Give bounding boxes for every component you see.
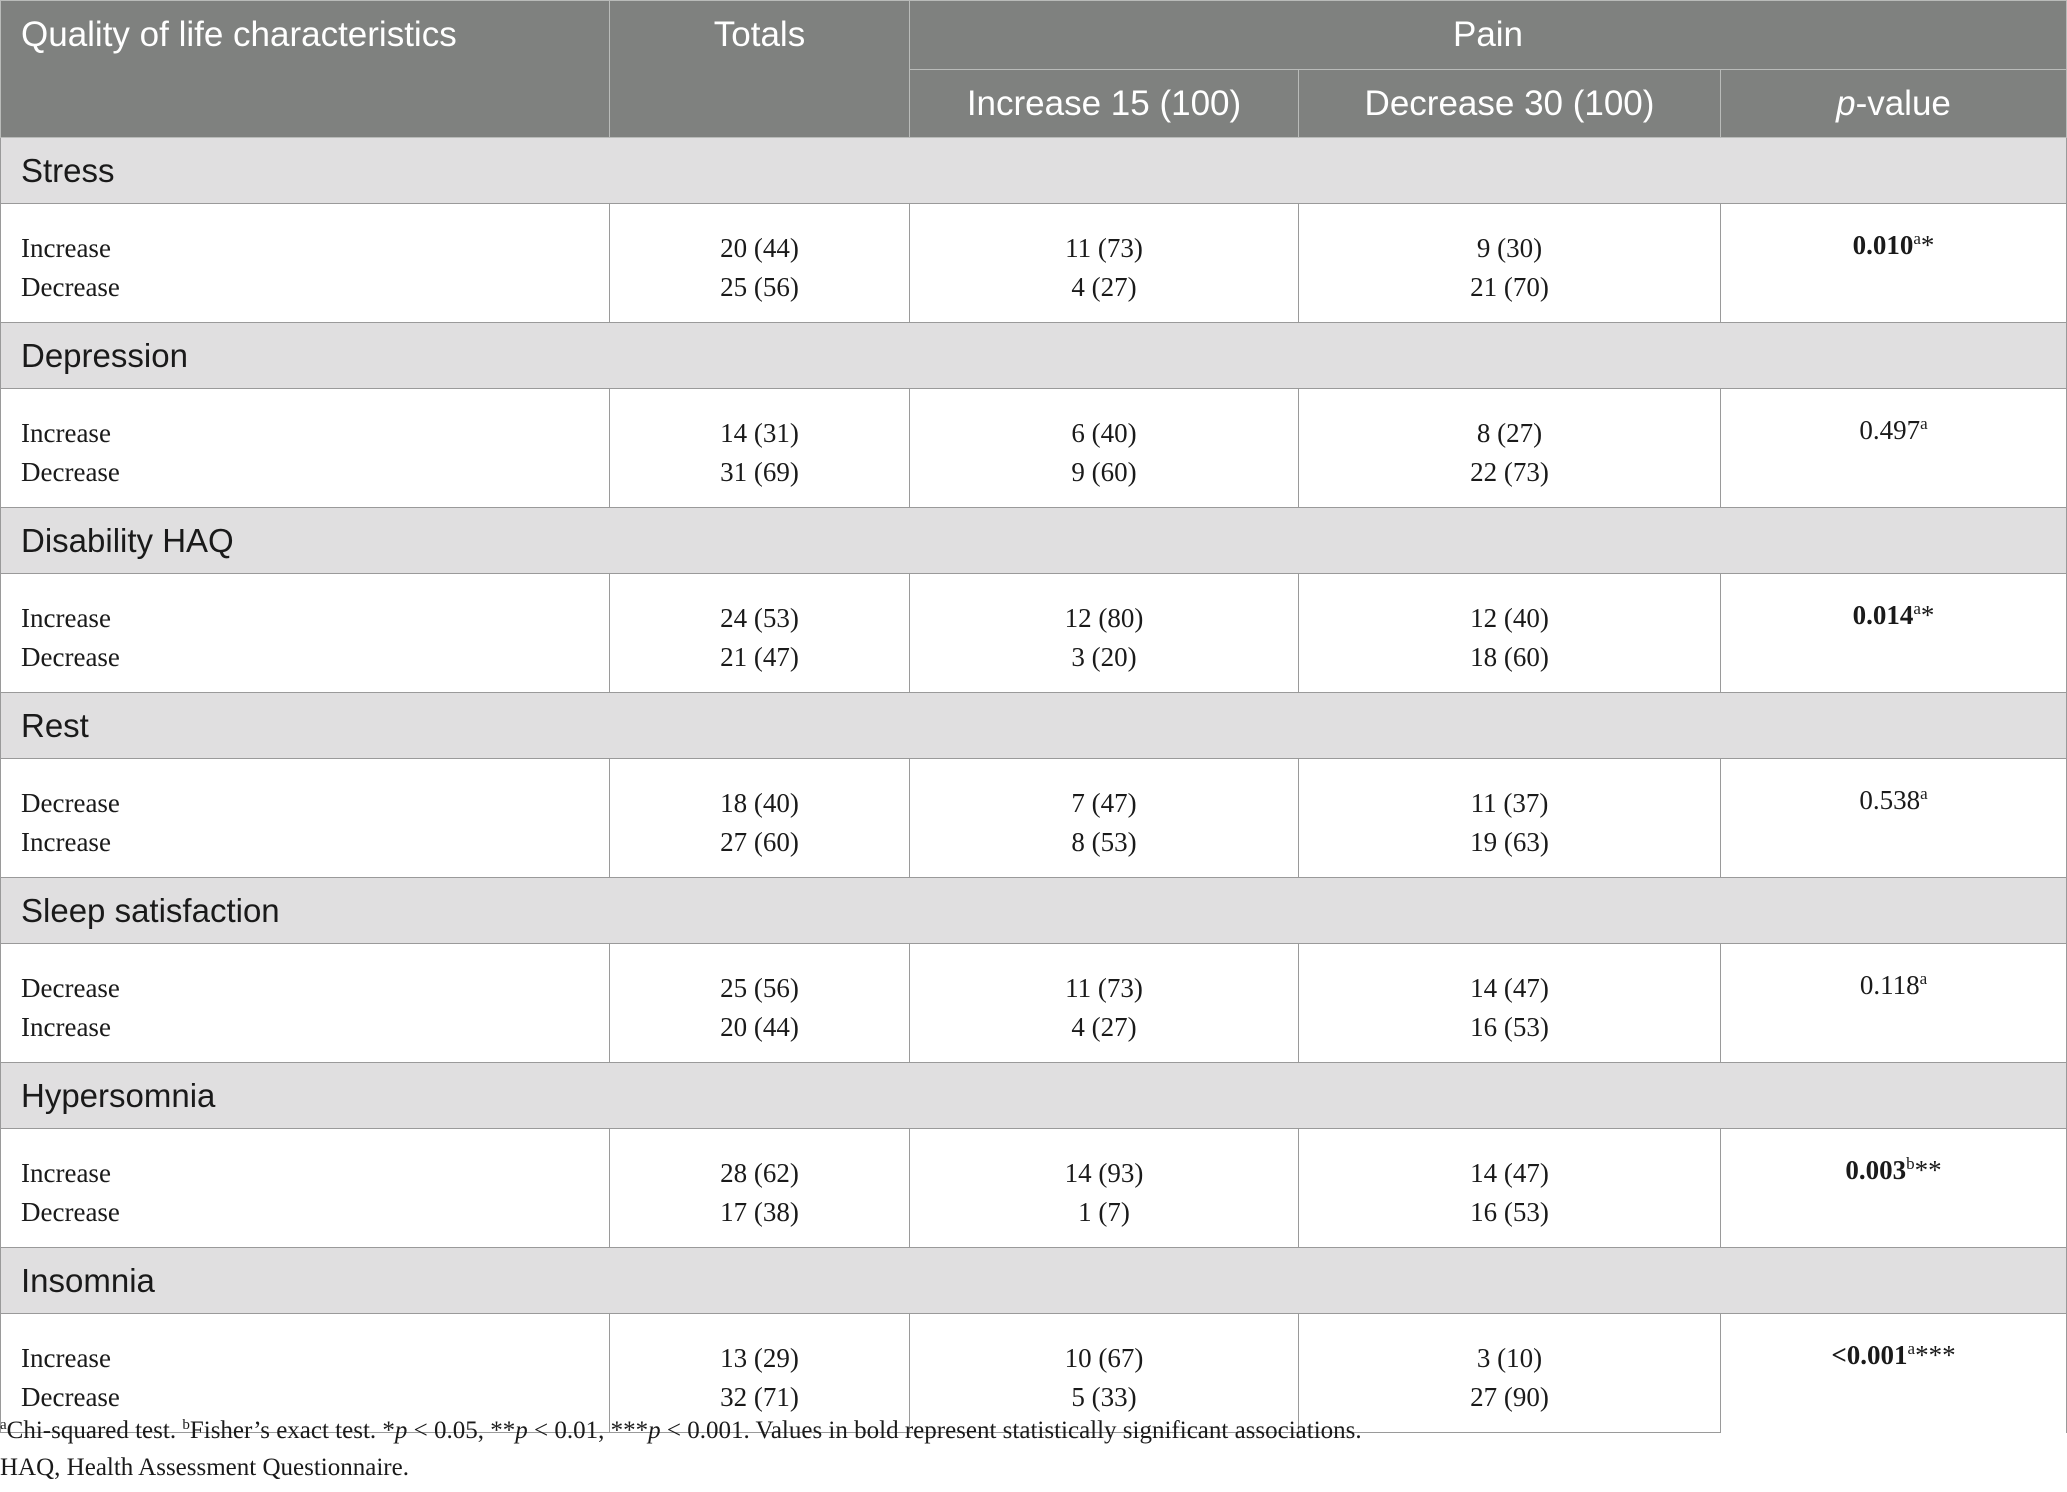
cell-pain-increase: 3 (20) bbox=[910, 638, 1299, 693]
table-row bbox=[1, 1129, 2067, 1194]
p-value-stars: * bbox=[1920, 600, 1935, 630]
footnote-star-2: ** bbox=[490, 1417, 516, 1444]
table-body bbox=[1, 138, 2067, 1433]
cell-totals: 28 (62) bbox=[610, 1129, 910, 1194]
cell-p-value bbox=[1721, 389, 2067, 508]
cell-totals: 18 (40) bbox=[610, 759, 910, 824]
row-label: Decrease bbox=[1, 759, 610, 824]
cell-pain-increase: 11 (73) bbox=[910, 944, 1299, 1009]
footnote-threshold-1: < 0.05, bbox=[407, 1417, 491, 1444]
cell-totals: 14 (31) bbox=[610, 389, 910, 454]
row-label: Increase bbox=[1, 1008, 610, 1063]
group-label: Insomnia bbox=[1, 1248, 2067, 1314]
row-label: Increase bbox=[1, 1314, 610, 1379]
cell-totals: 31 (69) bbox=[610, 453, 910, 508]
cell-pain-decrease: 16 (53) bbox=[1299, 1193, 1721, 1248]
cell-pain-increase: 11 (73) bbox=[910, 204, 1299, 269]
p-value-number: 0.538 bbox=[1859, 785, 1921, 815]
cell-totals: 32 (71) bbox=[610, 1378, 910, 1433]
cell-pain-increase: 14 (93) bbox=[910, 1129, 1299, 1194]
p-value-test-marker: a bbox=[1907, 1339, 1916, 1358]
cell-pain-decrease: 22 (73) bbox=[1299, 453, 1721, 508]
footnote-p-2: p bbox=[515, 1417, 528, 1444]
footnote-sup-a: a bbox=[0, 1417, 7, 1433]
header-pain-decrease: Decrease 30 (100) bbox=[1299, 70, 1721, 138]
cell-p-value bbox=[1721, 574, 2067, 693]
footnote-line-1 bbox=[0, 1412, 1362, 1449]
cell-pain-decrease: 11 (37) bbox=[1299, 759, 1721, 824]
header-pain: Pain bbox=[910, 1, 2067, 70]
group-label: Depression bbox=[1, 323, 2067, 389]
cell-pain-increase: 12 (80) bbox=[910, 574, 1299, 639]
cell-pain-decrease: 9 (30) bbox=[1299, 204, 1721, 269]
cell-pain-increase: 7 (47) bbox=[910, 759, 1299, 824]
row-label: Decrease bbox=[1, 1378, 610, 1433]
p-value-number: 0.497 bbox=[1859, 415, 1921, 445]
cell-pain-decrease: 21 (70) bbox=[1299, 268, 1721, 323]
group-label: Rest bbox=[1, 693, 2067, 759]
cell-totals: 24 (53) bbox=[610, 574, 910, 639]
cell-pain-decrease: 19 (63) bbox=[1299, 823, 1721, 878]
table-header bbox=[1, 1, 2067, 138]
row-label: Increase bbox=[1, 204, 610, 269]
group-row bbox=[1, 1248, 2067, 1314]
row-label: Increase bbox=[1, 1129, 610, 1194]
p-value-number: <0.001 bbox=[1831, 1340, 1908, 1370]
p-value-stars: * bbox=[1920, 230, 1935, 260]
cell-totals: 17 (38) bbox=[610, 1193, 910, 1248]
footnote-star-1: * bbox=[382, 1417, 395, 1444]
cell-pain-decrease: 14 (47) bbox=[1299, 1129, 1721, 1194]
p-value-stars: *** bbox=[1915, 1340, 1956, 1370]
cell-totals: 25 (56) bbox=[610, 944, 910, 1009]
cell-totals: 20 (44) bbox=[610, 1008, 910, 1063]
p-value-number: 0.010 bbox=[1852, 230, 1914, 260]
table-row bbox=[1, 389, 2067, 454]
footnote-threshold-3: < 0.001. bbox=[660, 1417, 756, 1444]
table-row bbox=[1, 944, 2067, 1009]
group-label: Hypersomnia bbox=[1, 1063, 2067, 1129]
table-footnotes bbox=[0, 1412, 1362, 1486]
group-label: Stress bbox=[1, 138, 2067, 204]
footnote-chi-squared: Chi-squared test. bbox=[6, 1417, 183, 1444]
p-value-number: 0.014 bbox=[1852, 600, 1914, 630]
footnote-sup-b: b bbox=[182, 1417, 190, 1433]
group-row bbox=[1, 323, 2067, 389]
group-label: Sleep satisfaction bbox=[1, 878, 2067, 944]
p-value-number: 0.003 bbox=[1845, 1155, 1907, 1185]
cell-totals: 27 (60) bbox=[610, 823, 910, 878]
row-label: Increase bbox=[1, 574, 610, 639]
cell-totals: 21 (47) bbox=[610, 638, 910, 693]
group-row bbox=[1, 693, 2067, 759]
group-row bbox=[1, 878, 2067, 944]
cell-totals: 20 (44) bbox=[610, 204, 910, 269]
header-p-rest: -value bbox=[1855, 83, 1951, 123]
cell-pain-increase: 4 (27) bbox=[910, 1008, 1299, 1063]
footnote-bold-note: Values in bold represent statistically significant associations. bbox=[755, 1417, 1362, 1444]
row-label: Decrease bbox=[1, 1193, 610, 1248]
table-row bbox=[1, 1314, 2067, 1379]
footnote-p-3: p bbox=[648, 1417, 661, 1444]
cell-p-value bbox=[1721, 1314, 2067, 1433]
cell-pain-decrease: 14 (47) bbox=[1299, 944, 1721, 1009]
p-value-test-marker: b bbox=[1906, 1154, 1915, 1173]
cell-pain-decrease: 16 (53) bbox=[1299, 1008, 1721, 1063]
header-pain-increase: Increase 15 (100) bbox=[910, 70, 1299, 138]
cell-pain-decrease: 3 (10) bbox=[1299, 1314, 1721, 1379]
footnote-p-1: p bbox=[394, 1417, 408, 1444]
p-value-test-marker: a bbox=[1919, 969, 1928, 988]
row-label: Decrease bbox=[1, 638, 610, 693]
cell-pain-decrease: 12 (40) bbox=[1299, 574, 1721, 639]
footnote-fisher: Fisher’s exact test. bbox=[189, 1417, 383, 1444]
cell-pain-increase: 8 (53) bbox=[910, 823, 1299, 878]
group-row bbox=[1, 138, 2067, 204]
cell-p-value bbox=[1721, 1129, 2067, 1248]
row-label: Decrease bbox=[1, 268, 610, 323]
table-row bbox=[1, 574, 2067, 639]
cell-pain-increase: 1 (7) bbox=[910, 1193, 1299, 1248]
cell-pain-decrease: 8 (27) bbox=[1299, 389, 1721, 454]
cell-pain-increase: 6 (40) bbox=[910, 389, 1299, 454]
table-row bbox=[1, 759, 2067, 824]
row-label: Decrease bbox=[1, 453, 610, 508]
p-value-test-marker: a bbox=[1913, 229, 1921, 248]
group-row bbox=[1, 508, 2067, 574]
row-label: Increase bbox=[1, 389, 610, 454]
p-value-test-marker: a bbox=[1920, 784, 1928, 803]
p-value-number: 0.118 bbox=[1859, 970, 1920, 1000]
header-p-value bbox=[1721, 70, 2067, 138]
cell-pain-increase: 9 (60) bbox=[910, 453, 1299, 508]
cell-pain-decrease: 27 (90) bbox=[1299, 1378, 1721, 1433]
cell-pain-increase: 10 (67) bbox=[910, 1314, 1299, 1379]
p-value-test-marker: a bbox=[1920, 414, 1928, 433]
cell-totals: 25 (56) bbox=[610, 268, 910, 323]
cell-p-value bbox=[1721, 944, 2067, 1063]
footnote-line-2: HAQ, Health Assessment Questionnaire. bbox=[0, 1454, 409, 1481]
p-value-test-marker: a bbox=[1913, 599, 1921, 618]
footnote-threshold-2: < 0.01, bbox=[527, 1417, 611, 1444]
p-value-stars: ** bbox=[1914, 1155, 1942, 1185]
header-p-italic: p bbox=[1836, 83, 1856, 123]
cell-pain-increase: 5 (33) bbox=[910, 1378, 1299, 1433]
row-label: Decrease bbox=[1, 944, 610, 1009]
cell-pain-decrease: 18 (60) bbox=[1299, 638, 1721, 693]
cell-pain-increase: 4 (27) bbox=[910, 268, 1299, 323]
cell-p-value bbox=[1721, 759, 2067, 878]
header-totals: Totals bbox=[610, 1, 910, 138]
cell-totals: 13 (29) bbox=[610, 1314, 910, 1379]
header-characteristics: Quality of life characteristics bbox=[1, 1, 610, 138]
table-row bbox=[1, 204, 2067, 269]
cell-p-value bbox=[1721, 204, 2067, 323]
group-label: Disability HAQ bbox=[1, 508, 2067, 574]
row-label: Increase bbox=[1, 823, 610, 878]
group-row bbox=[1, 1063, 2067, 1129]
footnote-star-3: *** bbox=[610, 1417, 649, 1444]
